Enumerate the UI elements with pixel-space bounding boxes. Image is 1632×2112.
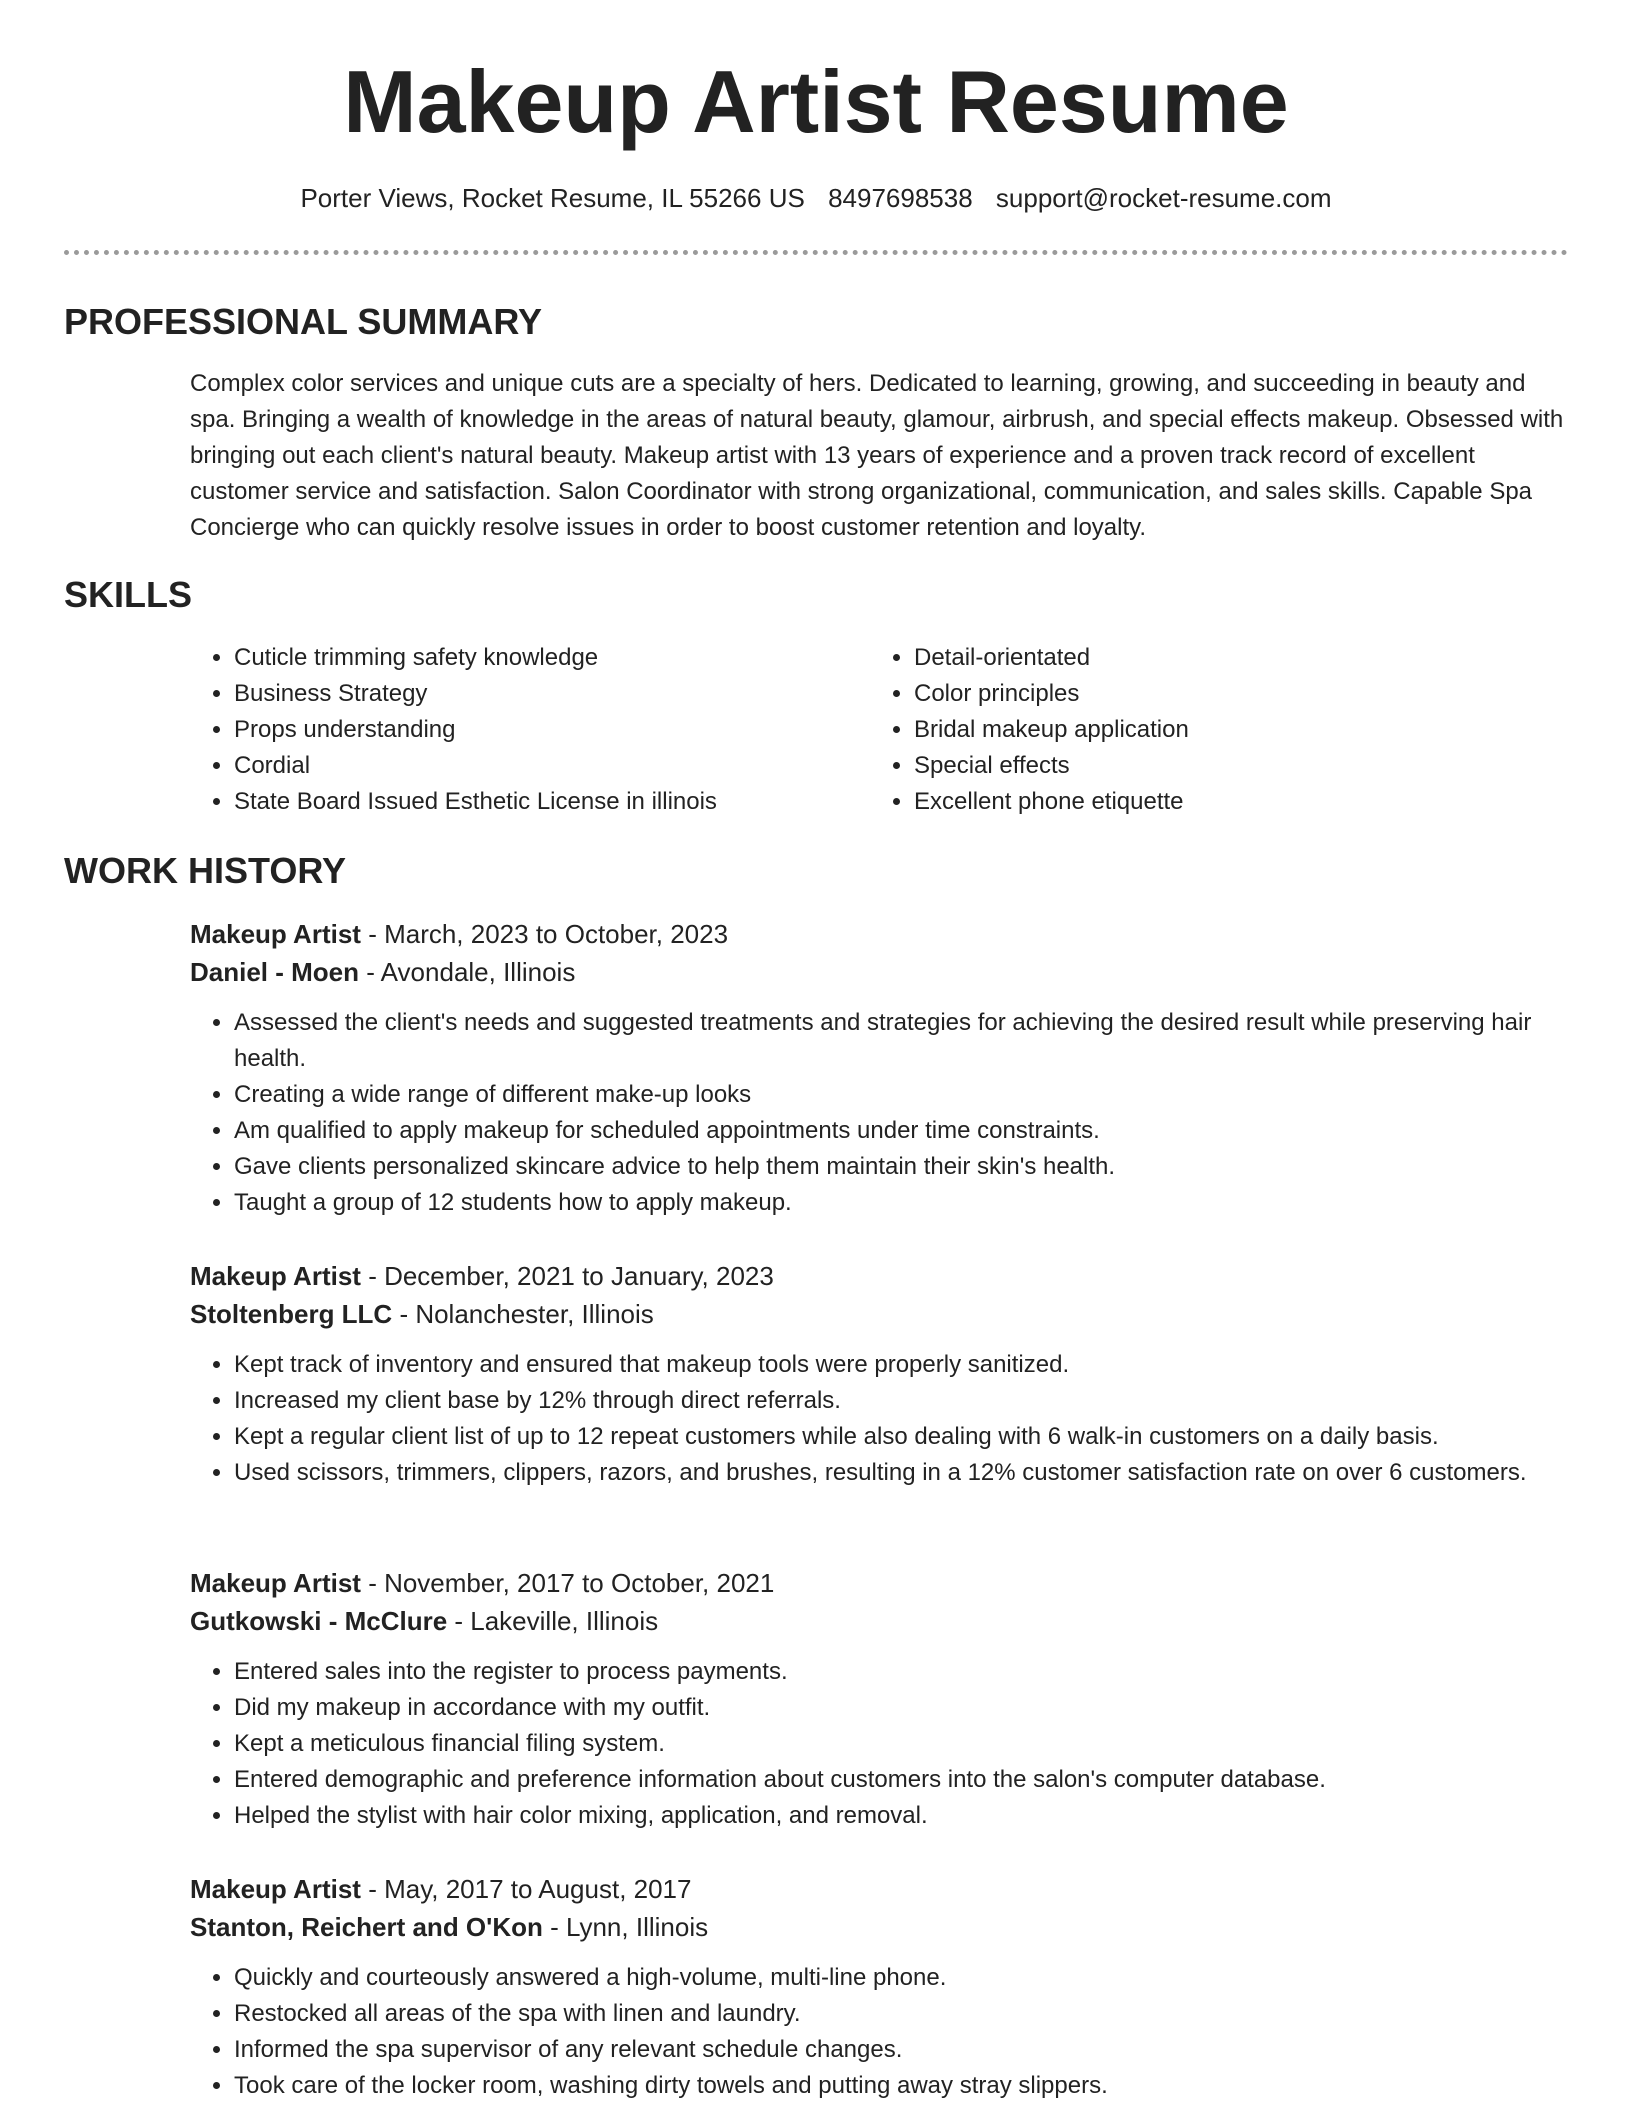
job-title: Makeup Artist bbox=[190, 919, 361, 949]
job-title: Makeup Artist bbox=[190, 1874, 361, 1904]
job-bullet: • Entered demographic and preference information about customers into the salon's computer database. bbox=[234, 1762, 1570, 1798]
header-divider bbox=[64, 250, 1568, 255]
work-history-heading: WORK HISTORY bbox=[64, 850, 347, 891]
job-bullets bbox=[190, 1960, 1570, 2104]
job-company: Stoltenberg LLC bbox=[190, 1299, 393, 1329]
job-title-line bbox=[190, 1870, 1570, 1908]
job-entry bbox=[190, 1870, 1570, 2104]
skills-heading: SKILLS bbox=[64, 574, 193, 615]
job-dates: - November, 2017 to October, 2021 bbox=[360, 1568, 775, 1598]
skill-item: • Props understanding bbox=[234, 712, 854, 748]
job-bullets bbox=[190, 1654, 1570, 1834]
summary-heading: PROFESSIONAL SUMMARY bbox=[64, 301, 543, 342]
contact-line bbox=[0, 180, 1632, 216]
job-dates: - December, 2021 to January, 2023 bbox=[360, 1261, 774, 1291]
job-location: - Lynn, Illinois bbox=[542, 1912, 709, 1942]
contact-address: Porter Views, Rocket Resume, IL 55266 US bbox=[300, 183, 805, 213]
skill-item: • Color principles bbox=[914, 676, 1554, 712]
job-bullets bbox=[190, 1347, 1570, 1491]
job-bullet: • Kept a meticulous financial filing system. bbox=[234, 1726, 1570, 1762]
job-dates: - May, 2017 to August, 2017 bbox=[360, 1874, 692, 1904]
resume-title: Makeup Artist Resume bbox=[343, 52, 1289, 151]
skill-item: • Cordial bbox=[234, 748, 854, 784]
skill-item: • State Board Issued Esthetic License in illinois bbox=[234, 784, 854, 820]
job-bullet: • Took care of the locker room, washing dirty towels and putting away stray slippers. bbox=[234, 2068, 1570, 2104]
job-title-line bbox=[190, 915, 1570, 953]
job-bullet: • Taught a group of 12 students how to apply makeup. bbox=[234, 1185, 1570, 1221]
skill-item: • Excellent phone etiquette bbox=[914, 784, 1554, 820]
job-company-line bbox=[190, 953, 1570, 991]
skill-item: • Cuticle trimming safety knowledge bbox=[234, 640, 854, 676]
job-bullet: • Used scissors, trimmers, clippers, razors, and brushes, resulting in a 12% customer satisfaction rate on over 6 customers. bbox=[234, 1455, 1570, 1491]
job-bullet: • Entered sales into the register to process payments. bbox=[234, 1654, 1570, 1690]
job-title-line bbox=[190, 1257, 1570, 1295]
job-bullet: • Kept track of inventory and ensured that makeup tools were properly sanitized. bbox=[234, 1347, 1570, 1383]
job-bullet: • Kept a regular client list of up to 12 repeat customers while also dealing with 6 walk-in customers on a daily basis. bbox=[234, 1419, 1570, 1455]
job-entry bbox=[190, 1257, 1570, 1491]
job-title: Makeup Artist bbox=[190, 1261, 361, 1291]
job-bullet: • Increased my client base by 12% through direct referrals. bbox=[234, 1383, 1570, 1419]
summary-text: Complex color services and unique cuts are a specialty of hers. Dedicated to learning, growing, and succeeding in beauty and spa. Bringing a wealth of knowledge in the areas of natural beauty, glamour, airbrush, and special effects makeup. Obsessed with bringing out each client's natural beauty. Makeup artist with 13 years of experience and a proven track record of excellent customer service and satisfaction. Salon Coordinator with strong organizational, communication, and sales skills. Capable Spa Concierge who can quickly resolve issues in order to boost customer retention and loyalty. bbox=[190, 370, 1564, 541]
job-company: Gutkowski - McClure bbox=[190, 1606, 448, 1636]
job-company-line bbox=[190, 1908, 1570, 1946]
job-company: Daniel - Moen bbox=[190, 957, 360, 987]
job-bullet: • Helped the stylist with hair color mixing, application, and removal. bbox=[234, 1798, 1570, 1834]
skill-item: • Bridal makeup application bbox=[914, 712, 1554, 748]
job-title-line bbox=[190, 1564, 1570, 1602]
job-company-line bbox=[190, 1602, 1570, 1640]
job-bullet: • Gave clients personalized skincare advice to help them maintain their skin's health. bbox=[234, 1149, 1570, 1185]
contact-phone: 8497698538 bbox=[828, 183, 973, 213]
skill-item: • Detail-orientated bbox=[914, 640, 1554, 676]
skills-list-left bbox=[190, 640, 854, 820]
skill-item: • Business Strategy bbox=[234, 676, 854, 712]
job-company: Stanton, Reichert and O'Kon bbox=[190, 1912, 543, 1942]
job-bullet: • Assessed the client's needs and suggested treatments and strategies for achieving the desired result while preserving hair health. bbox=[234, 1005, 1570, 1077]
job-location: - Avondale, Illinois bbox=[359, 957, 576, 987]
job-bullet: • Did my makeup in accordance with my outfit. bbox=[234, 1690, 1570, 1726]
skill-item: • Special effects bbox=[914, 748, 1554, 784]
job-company-line bbox=[190, 1295, 1570, 1333]
job-bullet: • Am qualified to apply makeup for scheduled appointments under time constraints. bbox=[234, 1113, 1570, 1149]
job-entry bbox=[190, 1564, 1570, 1834]
job-location: - Lakeville, Illinois bbox=[447, 1606, 659, 1636]
job-dates: - March, 2023 to October, 2023 bbox=[360, 919, 729, 949]
job-title: Makeup Artist bbox=[190, 1568, 361, 1598]
job-bullet: • Informed the spa supervisor of any relevant schedule changes. bbox=[234, 2032, 1570, 2068]
job-bullet: • Creating a wide range of different make-up looks bbox=[234, 1077, 1570, 1113]
job-entry bbox=[190, 915, 1570, 1221]
job-location: - Nolanchester, Illinois bbox=[392, 1299, 654, 1329]
job-bullet: • Quickly and courteously answered a high-volume, multi-line phone. bbox=[234, 1960, 1570, 1996]
contact-email: support@rocket-resume.com bbox=[995, 183, 1332, 213]
skills-list-right bbox=[870, 640, 1554, 820]
job-bullets bbox=[190, 1005, 1570, 1221]
job-bullet: • Restocked all areas of the spa with linen and laundry. bbox=[234, 1996, 1570, 2032]
